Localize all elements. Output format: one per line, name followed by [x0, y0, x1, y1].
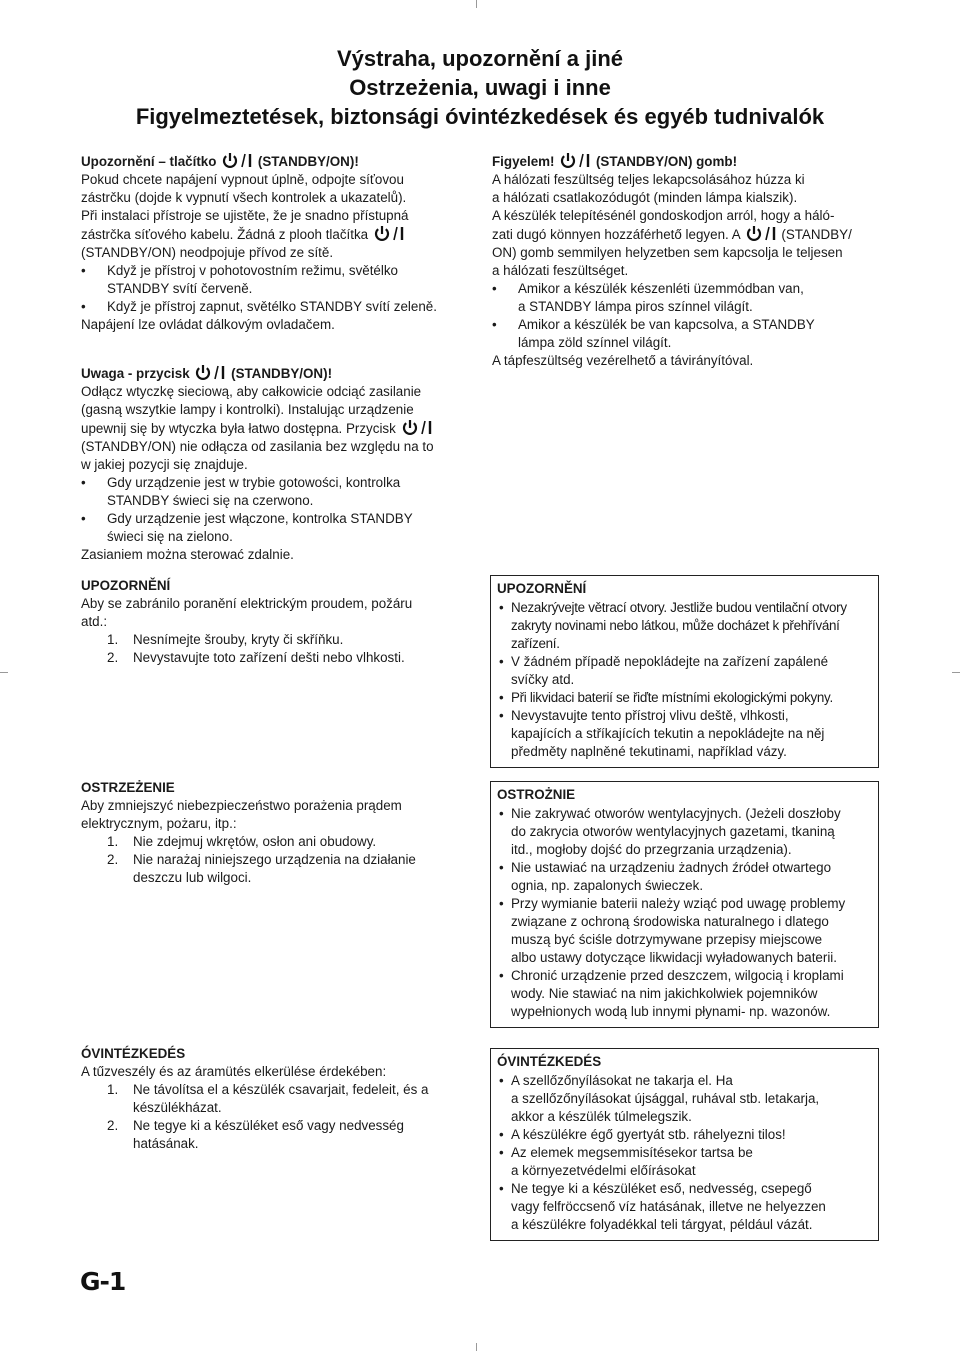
numbered-item: 2. Nevystavujte toto zařízení dešti nebo vlhkosti. — [107, 650, 405, 665]
bullet-item: • Nevystavujte tento přístroj vlivu deště, vlhkosti, kapajících a stříkajících tekutin a nepokládejte na něj předměty naplněné tekutinami, například vázy. — [497, 707, 870, 761]
text-line: A készülék telepítésénél gondoskodjon arról, hogy a háló- — [492, 208, 835, 223]
numbered-item: 1. Nie zdejmuj wkrętów, osłon ani obudowy. — [107, 834, 377, 849]
text-line: w jakiej pozycji się znajduje. — [81, 457, 248, 472]
standby-section-cz — [81, 152, 476, 334]
text-line: A tápfeszültség vezérelhető a távirányítóval. — [492, 353, 754, 368]
text-line: ON) gomb semmilyen helyzetben sem kapcsolja le teljesen — [492, 245, 843, 260]
text-line: Pokud chcete napájení vypnout úplně, odpojte síťovou — [81, 172, 404, 187]
power-standby-icon — [221, 152, 253, 169]
text-line: zástrčka síťového kabelu. Žádná z plooh tlačítka — [81, 225, 476, 244]
title-hu: Figyelmeztetések, biztonsági óvintézkedések és egyéb tudnivalók — [135, 104, 825, 129]
bullet-item: • Przy wymianie baterii należy wziąć pod uwagę problemy związane z ochroną środowiska naturalnego i dlatego muszą być ściśle dotrzymywane przepisy miejscowe albo ustawy dotyczące likwidacji wyładowanych baterii. — [497, 895, 870, 967]
bullet-item: • Nie ustawiać na urządzeniu żadnych źródeł otwartego ognia, np. zapalonych świeczek. — [497, 859, 870, 895]
text-line: a hálózati csatlakozódugót (minden lámpa kialszik). — [492, 190, 798, 205]
text-line: zati dugó könnyen hozzáférhető legyen. A (STANDBY/ — [492, 227, 852, 242]
numbered-item: 1. Ne távolítsa el a készülék csavarjait, fedeleit, és a készülékházat. — [107, 1082, 429, 1115]
bullet-item: • A szellőzőnyílásokat ne takarja el. Ha a szellőzőnyílásokat újsággal, ruhával stb. letakarja, akkor a készülék túlmelegszik. — [497, 1072, 870, 1126]
warning-title-cz: UPOZORNĚNÍ — [81, 578, 171, 593]
bullet-item: • Amikor a készülék készenléti üzemmódban van, a STANDBY lámpa piros színnel világít. — [492, 280, 880, 316]
warning-title-hu: ÓVINTÉZKEDÉS — [81, 1046, 186, 1061]
crop-mark — [0, 672, 8, 681]
power-standby-icon — [559, 152, 591, 169]
text-line: (STANDBY/ON) nie odłącza od zasilania bez względu na to — [81, 439, 434, 454]
text-line: atd.: — [81, 614, 108, 629]
text-line: zástrčku (dojde k vypnutí všech kontrolek a ukazatelů). — [81, 190, 407, 205]
numbered-item: 2. Nie narażaj niniejszego urządzenia na działanie deszczu lub wilgoci. — [107, 852, 416, 885]
bullet-item: • Když je přístroj zapnut, světélko STANDBY svítí zeleně. — [81, 298, 476, 316]
caution-box-cz — [490, 575, 879, 768]
text-line: (STANDBY/ON) neodpojuje přívod ze sítě. — [81, 245, 334, 260]
bullet-item: • A készülékre égő gyertyát stb. ráhelyezni tilos! — [497, 1126, 870, 1144]
caution-box-pl — [490, 781, 879, 1028]
crop-mark — [476, 1343, 485, 1351]
text-line: A tűzveszély és az áramütés elkerülése érdekében: — [81, 1064, 387, 1079]
standby-heading-hu: Figyelem! (STANDBY/ON) gomb! — [492, 154, 738, 169]
warning-section-hu — [81, 1045, 476, 1153]
warning-section-cz — [81, 577, 476, 667]
text-line: upewnij się by wtyczka była łatwo dostępna. Przycisk — [81, 419, 476, 438]
bullet-item: • Az elemek megsemmisítésekor tartsa be a környezetvédelmi előírásokat — [497, 1144, 870, 1180]
crop-mark — [476, 0, 485, 8]
warning-section-pl — [81, 779, 476, 887]
power-standby-icon — [401, 419, 433, 436]
caution-box-hu — [490, 1048, 879, 1241]
text-line: Odłącz wtyczkę sieciową, aby całkowicie odciąć zasilanie — [81, 384, 422, 399]
text-line: (gasną wszytkie lampy i kontrolki). Instalując urządzenie — [81, 402, 414, 417]
bullet-item: • Při likvidaci baterií se řiďte místními ekologickými pokyny. — [497, 689, 870, 707]
bullet-item: • Gdy urządzenie jest w trybie gotowości, kontrolka STANDBY świeci się na czerwono. — [81, 474, 476, 510]
bullet-item: • Ne tegye ki a készüléket eső, nedvesség, csepegő vagy felfröccsenő víz hatásának, illetve ne helyezzen a készülékre folyadékkal teli tárgyat, például vázát. — [497, 1180, 870, 1234]
page-number: G-1 — [80, 1267, 126, 1296]
box-title-pl: OSTROŻNIE — [497, 787, 576, 802]
standby-heading-cz: Upozornění – tlačítko (STANDBY/ON)! — [81, 154, 359, 169]
box-title-hu: ÓVINTÉZKEDÉS — [497, 1054, 602, 1069]
standby-heading-pl: Uwaga - przycisk (STANDBY/ON)! — [81, 366, 333, 381]
power-standby-icon — [373, 225, 405, 242]
power-standby-icon — [194, 364, 226, 381]
standby-section-hu — [492, 152, 880, 370]
bullet-item: • Gdy urządzenie jest włączone, kontrolka STANDBY świeci się na zielono. — [81, 510, 476, 546]
bullet-item: • Když je přístroj v pohotovostním režimu, světélko STANDBY svítí červeně. — [81, 262, 476, 298]
bullet-item: • Nezakrývejte větrací otvory. Jestliže budou ventilační otvory zakryty novinami nebo látkou, může docházet k přehřívání zařízení. — [497, 599, 870, 653]
bullet-item: • Amikor a készülék be van kapcsolva, a STANDBY lámpa zöld színnel világít. — [492, 316, 880, 352]
warning-title-pl: OSTRZEŻENIE — [81, 780, 175, 795]
page-titles — [0, 44, 960, 131]
crop-mark — [952, 672, 960, 681]
bullet-item: • Nie zakrywać otworów wentylacyjnych. (Jeżeli doszłoby do zakrycia otworów wentylacyjnych gazetami, tkaniną itd., mogłoby dojść do przegrzania urządzenia). — [497, 805, 870, 859]
numbered-item: 1. Nesnímejte šrouby, kryty či skříňku. — [107, 632, 344, 647]
text-line: Aby zmniejszyć niebezpieczeństwo porażenia prądem — [81, 798, 402, 813]
title-pl: Ostrzeżenia, uwagi i inne — [349, 75, 611, 100]
standby-section-pl — [81, 364, 476, 564]
text-line: Aby se zabránilo poranění elektrickým proudem, požáru — [81, 596, 413, 611]
text-line: A hálózati feszültség teljes lekapcsolásához húzza ki — [492, 172, 805, 187]
numbered-item: 2. Ne tegye ki a készüléket eső vagy nedvesség hatásának. — [107, 1118, 404, 1151]
bullet-item: • V žádném případě nepokládejte na zařízení zapálené svíčky atd. — [497, 653, 870, 689]
bullet-item: • Chronić urządzenie przed deszczem, wilgocią i kroplami wody. Nie stawiać na nim jakichkolwiek pojemników wypełnionych wodą lub innymi płynami- np. wazonów. — [497, 967, 870, 1021]
box-title-cz: UPOZORNĚNÍ — [497, 581, 587, 596]
title-cz: Výstraha, upozornění a jiné — [336, 46, 624, 71]
text-line: Zasianiem można sterować zdalnie. — [81, 547, 294, 562]
text-line: Napájení lze ovládat dálkovým ovladačem. — [81, 317, 335, 332]
text-line: elektrycznym, pożaru, itp.: — [81, 816, 237, 831]
text-line: a hálózati feszültséget. — [492, 263, 629, 278]
text-line: Při instalaci přístroje se ujistěte, že je snadno přístupná — [81, 208, 409, 223]
power-standby-icon — [745, 225, 777, 242]
